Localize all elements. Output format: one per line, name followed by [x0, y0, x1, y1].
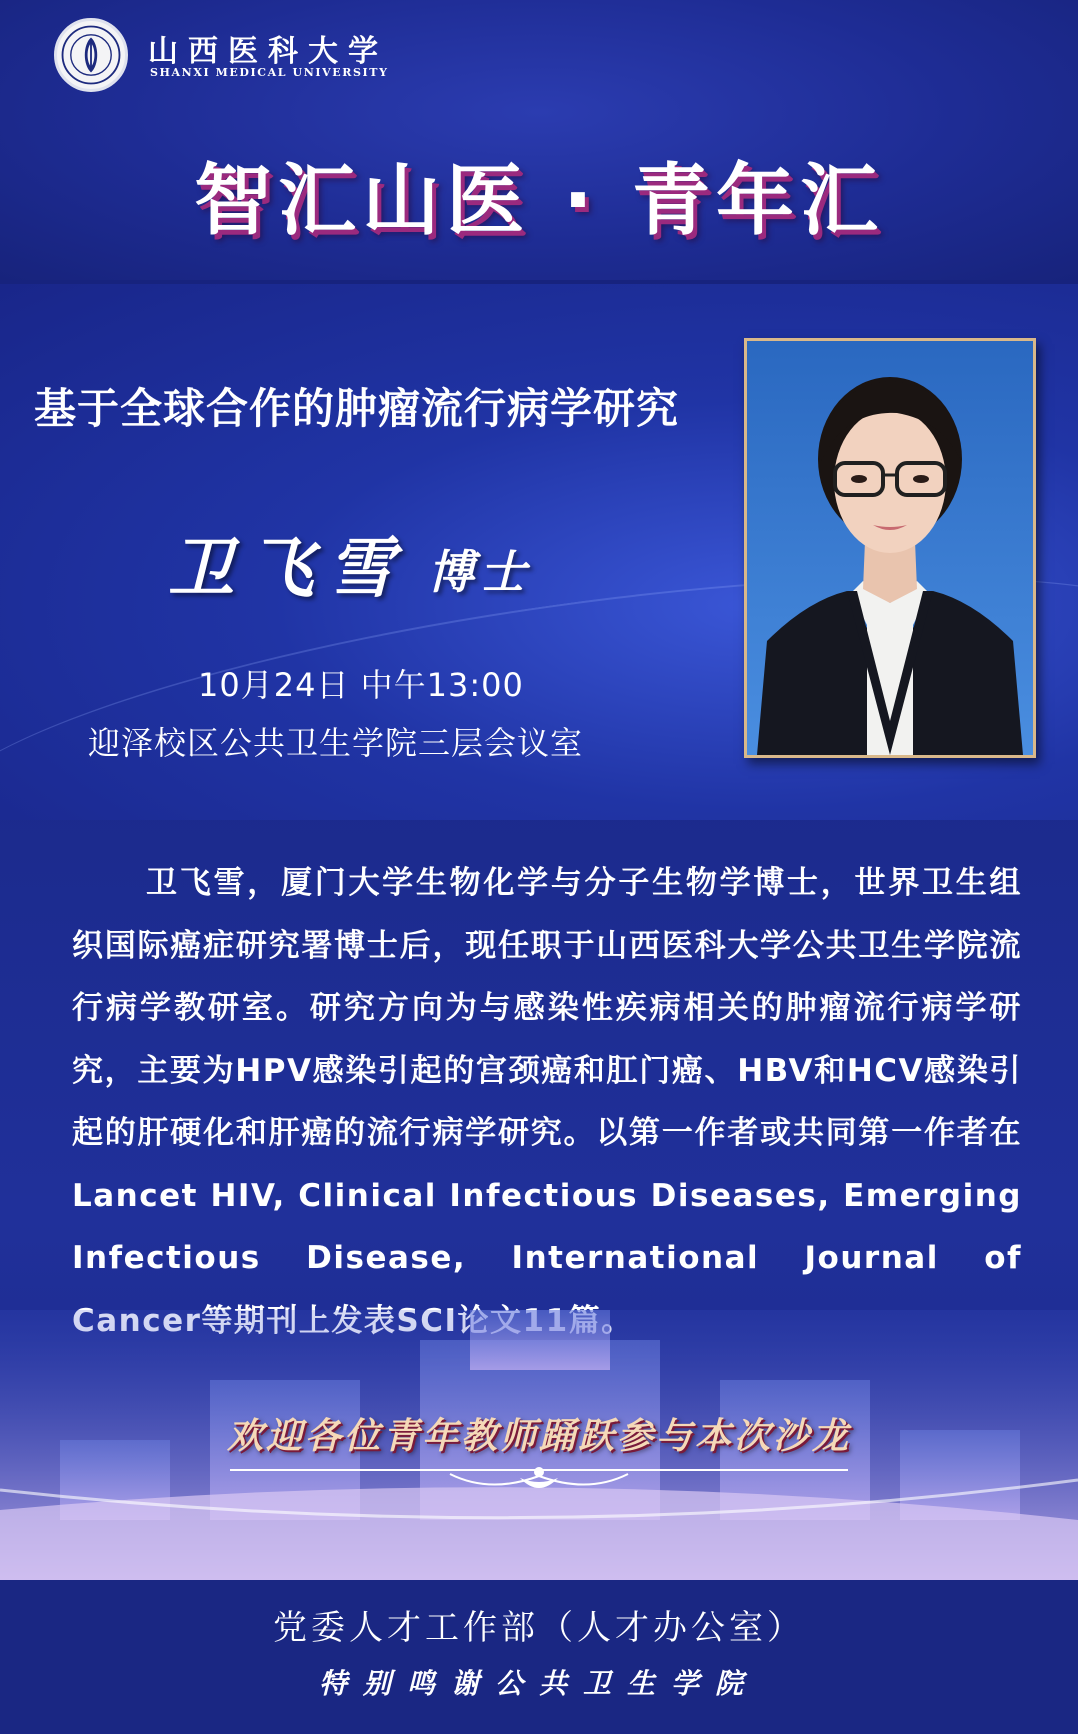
organizer-department: 党委人才工作部（人才办公室）: [273, 1608, 805, 1648]
special-thanks: 特别鸣谢公共卫生学院: [318, 1667, 759, 1700]
speaker-bio: 卫飞雪，厦门大学生物化学与分子生物学博士，世界卫生组织国际癌症研究署博士后，现任职于山西医科大学公共卫生学院流行病学教研室。研究方向为与感染性疾病相关的肿瘤流行病学研究，主要为HPV感染引起的宫颈癌和肛门癌、HBV和HCV感染引起的肝硬化和肝癌的流行病学研究。以第一作者或共同第一作者在Lancet HIV, Clinical Infectious Diseases, Emerging Infectious Disease, International Journal of: [72, 865, 1022, 1276]
speaker-photo: [747, 341, 1033, 755]
talk-venue: 迎泽校区公共卫生学院三层会议室: [88, 724, 584, 762]
university-name-cn: 山西医科大学: [148, 34, 388, 69]
speaker-photo-frame: [744, 338, 1036, 758]
decorative-divider-icon: [230, 1458, 848, 1498]
university-seal-icon: [57, 21, 125, 89]
event-title: 智汇山医 · 青年汇: [194, 156, 884, 246]
speaker-portrait: [747, 341, 1033, 755]
talk-time: 10月24日 中午13:00: [198, 666, 524, 704]
university-logo: [54, 18, 128, 92]
speaker-title: 博士: [428, 545, 532, 599]
university-name-en: SHANXI MEDICAL UNIVERSITY: [150, 66, 389, 79]
header: [0, 0, 1078, 280]
speaker-name: 卫飞雪: [168, 529, 408, 607]
talk-title: 基于全球合作的肿瘤流行病学研究: [34, 384, 680, 433]
welcome-message: 欢迎各位青年教师踊跃参与本次沙龙: [226, 1415, 851, 1457]
